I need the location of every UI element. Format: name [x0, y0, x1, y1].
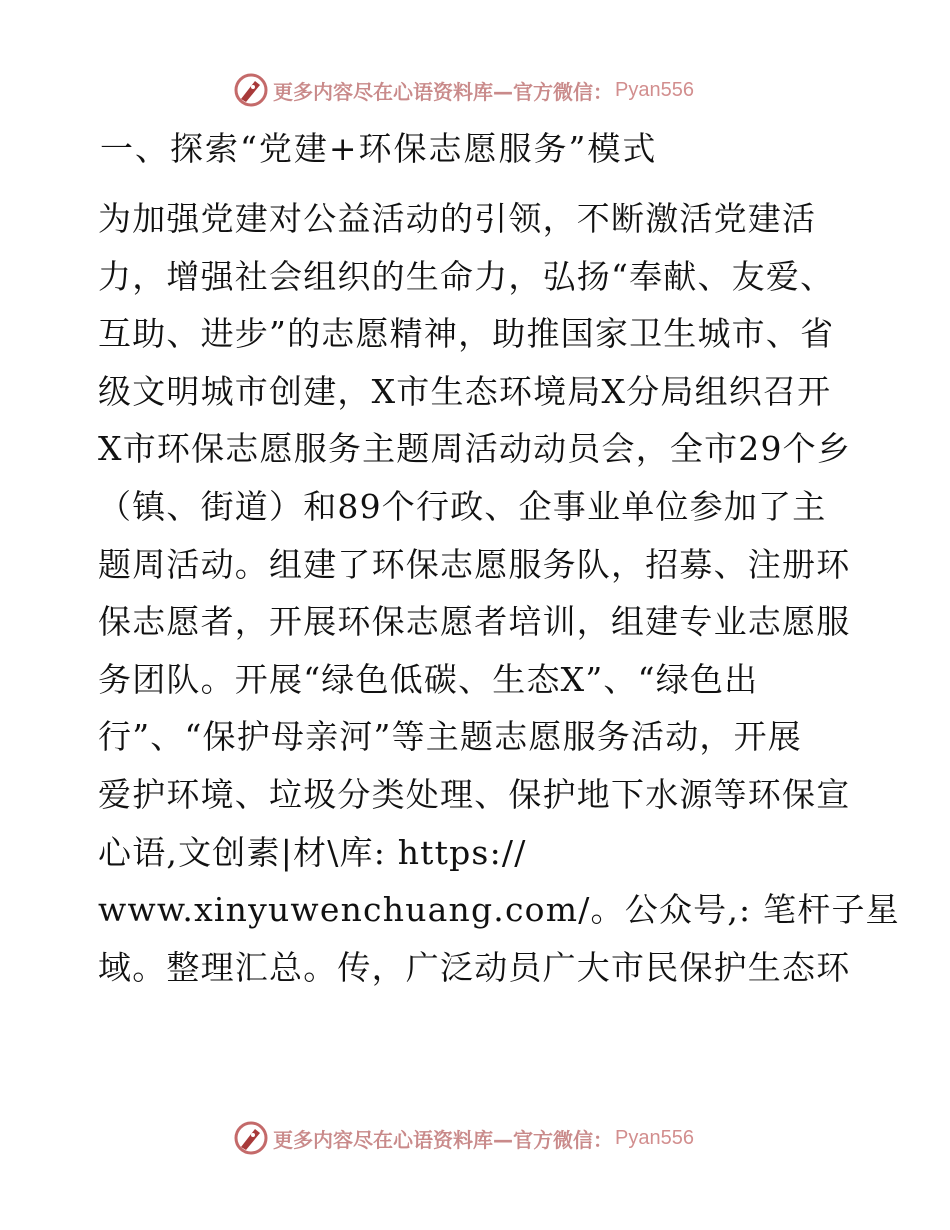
body-line: 为加强党建对公益活动的引领，不断激活党建活 [98, 199, 817, 238]
section-heading: 一、探索“党建+环保志愿服务”模式 [100, 129, 658, 168]
body-line: 题周活动。组建了环保志愿服务队，招募、注册环 [98, 544, 851, 584]
body-line: 务团队。开展“绿色低碳、生态X”、“绿色出 [98, 659, 759, 699]
body-line: www.xinyuwenchuang.com/。公众号,: 笔杆子星 [98, 890, 900, 930]
body-text [98, 190, 900, 996]
watermark-wechat-id: Pyan556 [615, 1126, 694, 1149]
footer-watermark [233, 1118, 694, 1158]
watermark-wechat-id: Pyan556 [615, 78, 694, 101]
body-line: 行”、“保护母亲河”等主题志愿服务活动，开展 [98, 717, 803, 757]
pen-logo-icon [233, 72, 269, 108]
body-line: X市环保志愿服务主题周活动动员会，全市29个乡 [98, 429, 852, 469]
watermark-text: 更多内容尽在心语资料库—官方微信： [273, 1127, 613, 1152]
body-line: 保志愿者，开展环保志愿者培训，组建专业志愿服 [98, 602, 851, 642]
body-line: 互助、进步”的志愿精神，助推国家卫生城市、省 [98, 314, 835, 354]
watermark-text: 更多内容尽在心语资料库—官方微信： [273, 79, 613, 104]
header-watermark [233, 70, 694, 110]
pen-logo-icon [233, 1120, 269, 1156]
body-line: （镇、街道）和89个行政、企事业单位参加了主 [98, 486, 827, 526]
body-line: 爱护环境、垃圾分类处理、保护地下水源等环保宣 [98, 774, 851, 814]
body-line: 级文明城市创建，X市生态环境局X分局组织召开 [98, 371, 832, 411]
body-line: 心语,文创素|材\库: https:// [98, 832, 527, 872]
body-line: 力，增强社会组织的生命力，弘扬“奉献、友爱、 [98, 256, 835, 296]
body-line: 域。整理汇总。传，广泛动员广大市民保护生态环 [98, 947, 851, 987]
